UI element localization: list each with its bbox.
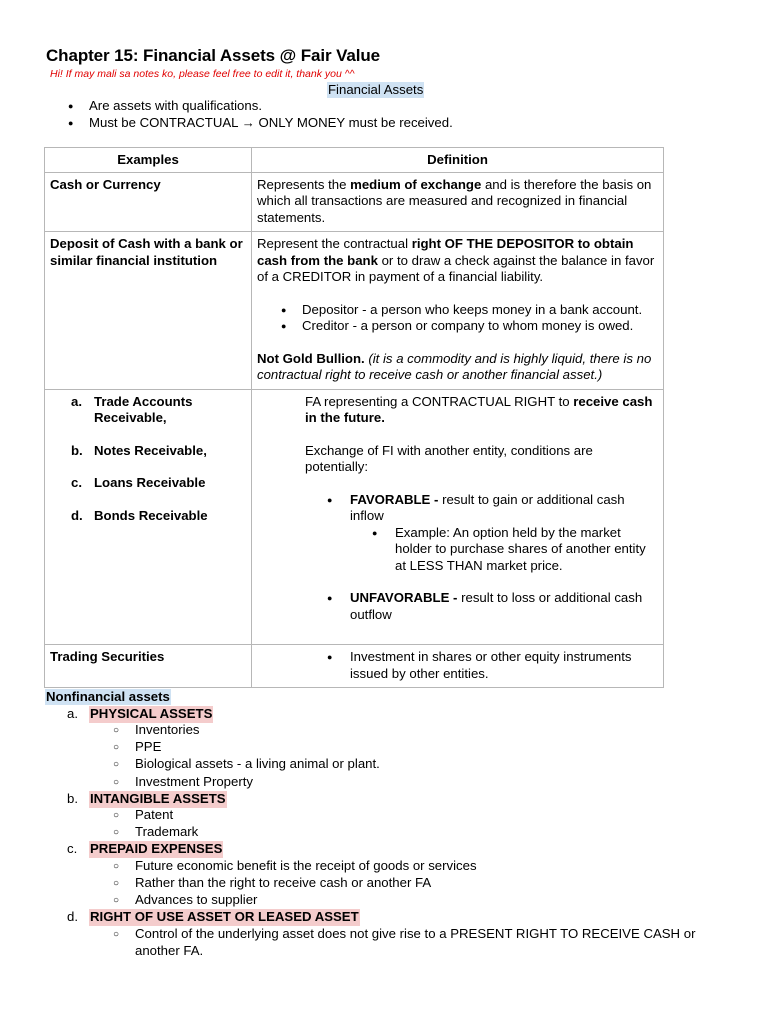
example-cell: Deposit of Cash with a bank or similar financial institution: [45, 232, 252, 390]
table-row: [45, 645, 664, 688]
page-title: Chapter 15: Financial Assets @ Fair Value: [46, 46, 381, 65]
text-bold: receive cash in the future.: [305, 393, 653, 425]
list-letter: b.: [67, 791, 78, 806]
bullet-item: ● Creditor - a person or company to whom money is owed.: [257, 318, 658, 335]
list-item: Control of the underlying asset does not give rise to a PRESENT RIGHT TO RECEIVE CASH or another FA.: [135, 926, 696, 958]
circle-icon: ○: [113, 827, 120, 838]
list-letter: c.: [67, 841, 78, 856]
definition-cell: [252, 389, 664, 645]
circle-icon: ○: [113, 895, 120, 906]
circle-icon: ○: [113, 742, 120, 753]
list-item: Patent: [135, 807, 174, 822]
list-item: PPE: [135, 739, 162, 754]
circle-icon: ○: [113, 929, 120, 940]
example-cell: [45, 389, 252, 645]
list-item: d. Bonds Receivable: [71, 507, 208, 523]
sub-bullet-item: ● Example: An option held by the market holder to purchase shares of another entity at LESS THAN market price.: [257, 525, 658, 575]
table-row: [45, 232, 664, 390]
intro-bullets: [68, 98, 453, 132]
exchange-text: Exchange of FI with another entity, conditions are potentially:: [305, 442, 593, 474]
definition-text: [257, 236, 658, 286]
circle-icon: ○: [113, 759, 120, 770]
bullet-item: ● FAVORABLE - result to gain or additional cash inflow: [257, 492, 658, 525]
text: Represent the contractual: [257, 236, 412, 251]
list-item: Rather than the right to receive cash or another FA: [135, 875, 432, 890]
example-cell: Cash or Currency: [45, 172, 252, 232]
list-item: a. Trade Accounts Receivable,: [71, 393, 193, 425]
circle-icon: ○: [113, 810, 120, 821]
list-letter: d.: [67, 909, 78, 924]
example-cell: Trading Securities: [45, 645, 252, 688]
text-bold: medium of exchange: [350, 176, 482, 192]
column-header: Examples: [45, 148, 252, 173]
column-header: Definition: [252, 148, 664, 173]
definition-cell: [252, 645, 664, 688]
definition-cell: [252, 172, 664, 232]
list-letter: a.: [67, 706, 78, 721]
definition-text: [257, 394, 658, 427]
editor-note: Hi! If may mali sa notes ko, please feel free to edit it, thank you ^^: [50, 68, 355, 80]
list-item: Biological assets - a living animal or plant.: [135, 756, 380, 771]
text-bold: Not Gold Bullion.: [257, 350, 365, 366]
group-title: INTANGIBLE ASSETS: [90, 791, 226, 806]
financial-assets-table: [44, 147, 664, 688]
bullet-item: ● Depositor - a person who keeps money in a bank account.: [257, 302, 658, 319]
bullet-item: ● Must be CONTRACTUAL → ONLY MONEY must be received.: [68, 115, 453, 132]
definition-cell: [252, 232, 664, 390]
text-italic: (it is a commodity and is highly liquid, there is no contractual right to receive cash or another financial asset.): [257, 350, 652, 382]
text: FA representing a CONTRACTUAL RIGHT to: [305, 393, 574, 409]
list-item: c. Loans Receivable: [71, 475, 206, 490]
list-item: b. Notes Receivable,: [71, 442, 207, 458]
list-item: Future economic benefit is the receipt of goods or services: [135, 858, 477, 873]
section-header-financial-assets: Financial Assets: [328, 82, 424, 97]
group-title: PREPAID EXPENSES: [90, 841, 223, 856]
text-bold: right OF THE DEPOSITOR to obtain cash from the bank: [257, 236, 634, 268]
circle-icon: ○: [113, 725, 120, 736]
text: or to draw a check against the balance in favor of a CREDITOR in payment of a financial liability.: [257, 252, 655, 284]
list-item: Investment Property: [135, 774, 254, 789]
list-item: Trademark: [135, 824, 199, 839]
bullet-item: ● UNFAVORABLE - result to loss or additional cash outflow: [257, 590, 658, 623]
table-row: [45, 389, 664, 645]
table-row: [45, 172, 664, 232]
list-item: Inventories: [135, 722, 200, 737]
bullet-item: ● Investment in shares or other equity instruments issued by other entities.: [257, 649, 658, 682]
circle-icon: ○: [113, 878, 120, 889]
group-title: RIGHT OF USE ASSET OR LEASED ASSET: [90, 909, 359, 924]
list-item: Advances to supplier: [135, 892, 258, 907]
text: Represents the: [257, 176, 351, 192]
text: and is therefore the basis on which all transactions are measured and recognized in financial statements.: [257, 176, 652, 225]
group-title: PHYSICAL ASSETS: [90, 706, 213, 721]
table-header-row: [45, 148, 664, 173]
circle-icon: ○: [113, 777, 120, 788]
bullet-item: ● Are assets with qualifications.: [68, 98, 453, 115]
gold-bullion-note: [257, 351, 658, 384]
circle-icon: ○: [113, 861, 120, 872]
section-header-nonfinancial-assets: Nonfinancial assets: [46, 689, 170, 704]
